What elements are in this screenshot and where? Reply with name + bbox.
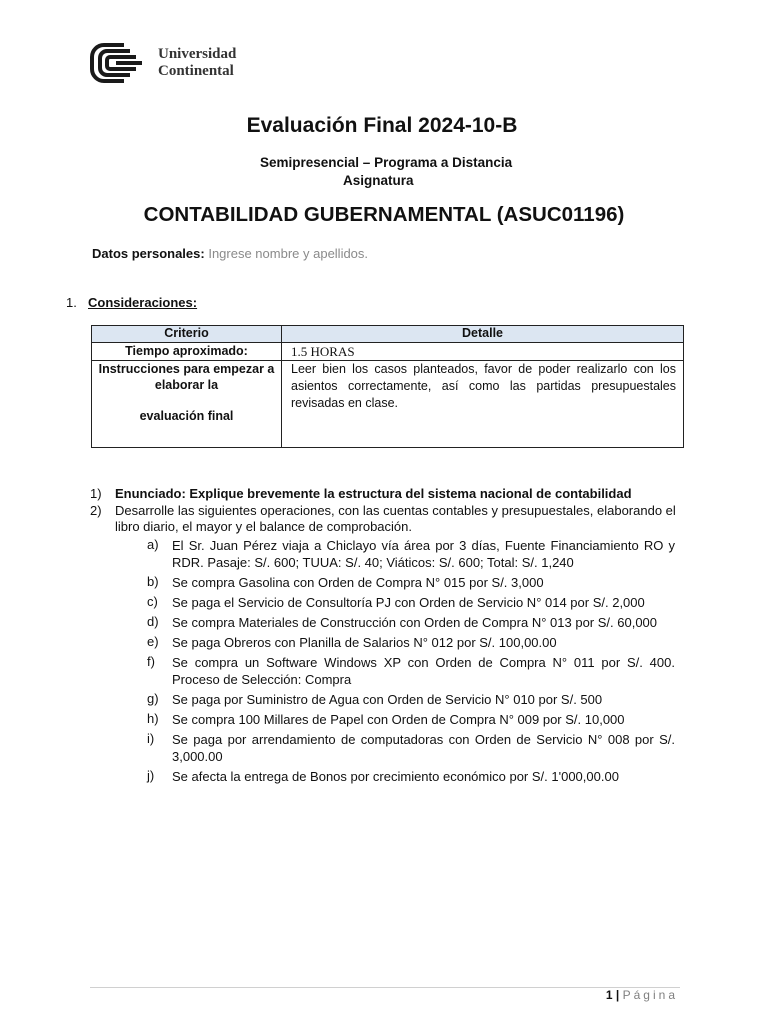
questions-list xyxy=(90,486,680,788)
list-item xyxy=(147,691,675,708)
op-letter: h) xyxy=(147,710,159,726)
item-text: Enunciado: Explique brevemente la estructura del sistema nacional de contabilidad xyxy=(115,486,632,501)
cell-detalle-time: 1.5 HORAS xyxy=(282,343,684,361)
document-title xyxy=(0,114,768,138)
table-header-row xyxy=(92,326,684,343)
cell-detalle-instructions: Leer bien los casos planteados, favor de poder realizarlo con los asientos correctamente, así como las partidas presupuestales revisadas en clase. xyxy=(282,361,684,448)
instructions-label-b: evaluación final xyxy=(139,409,234,423)
list-item xyxy=(147,768,675,785)
page-word: Página xyxy=(622,988,678,1002)
list-item xyxy=(147,711,675,728)
list-item xyxy=(147,574,675,591)
list-item xyxy=(147,654,675,688)
op-text: Se compra 100 Millares de Papel con Orden de Compra N° 009 por S/. 10,000 xyxy=(172,711,625,727)
university-logo xyxy=(90,40,260,86)
header-criterio: Criterio xyxy=(92,326,282,343)
item-number: 2) xyxy=(90,502,102,518)
op-letter: c) xyxy=(147,593,158,609)
cell-criterio-time: Tiempo aproximado: xyxy=(92,343,282,361)
list-item xyxy=(147,731,675,765)
logo-line-2: Continental xyxy=(158,63,234,79)
op-letter: b) xyxy=(147,573,159,589)
university-emblem-icon xyxy=(90,41,154,85)
op-letter: f) xyxy=(147,653,155,669)
list-item xyxy=(147,594,675,611)
list-item xyxy=(90,486,680,503)
table-row xyxy=(92,361,684,448)
item-number: 1) xyxy=(90,486,102,501)
subject-label: Asignatura xyxy=(343,173,414,188)
op-letter: e) xyxy=(147,633,159,649)
instructions-label-a: Instrucciones para empezar a elaborar la xyxy=(98,362,275,392)
op-letter: j) xyxy=(147,767,155,783)
list-item xyxy=(147,537,675,571)
op-text: Se paga Obreros con Planilla de Salarios N° 012 por S/. 100,00.00 xyxy=(172,634,557,650)
op-letter: g) xyxy=(147,690,159,706)
op-text: El Sr. Juan Pérez viaja a Chiclayo vía área por 3 días, Fuente Financiamiento RO y RDR. Pasaje: S/. 600; TUUA: S/. 40; Viáticos: S/. 600; Total: S/. 1,240 xyxy=(172,537,675,570)
op-text: Se compra Materiales de Construcción con Orden de Compra N° 013 por S/. 60,000 xyxy=(172,614,658,630)
criteria-table xyxy=(91,325,684,448)
header-detalle: Detalle xyxy=(282,326,684,343)
op-text: Se paga el Servicio de Consultoría PJ con Orden de Servicio N° 014 por S/. 2,000 xyxy=(172,594,645,610)
op-text: Se compra Gasolina con Orden de Compra N° 015 por S/. 3,000 xyxy=(172,574,544,590)
name-input-placeholder[interactable]: Ingrese nombre y apellidos. xyxy=(208,246,369,261)
op-text: Se afecta la entrega de Bonos por crecimiento económico por S/. 1'000,00.00 xyxy=(172,768,619,784)
personal-data-label: Datos personales: xyxy=(92,246,205,261)
op-text: Se paga por arrendamiento de computadoras con Orden de Servicio N° 008 por S/. 3,000.00 xyxy=(172,731,675,764)
section-number: 1. xyxy=(66,295,77,310)
footer-divider xyxy=(90,987,680,988)
page-number: 1 xyxy=(605,988,613,1002)
list-item xyxy=(90,503,680,536)
document-title-text: Evaluación Final 2024-10-B xyxy=(246,114,518,137)
section-heading-text: Consideraciones: xyxy=(88,295,198,310)
list-item xyxy=(147,634,675,651)
table-row xyxy=(92,343,684,361)
operations-list xyxy=(147,537,675,785)
page-footer xyxy=(606,988,678,1002)
personal-data-row xyxy=(92,246,368,261)
logo-line-1: Universidad xyxy=(158,46,237,62)
op-letter: a) xyxy=(147,536,159,552)
course-title: CONTABILIDAD GUBERNAMENTAL (ASUC01196) xyxy=(143,203,625,226)
op-text: Se compra un Software Windows XP con Orden de Compra N° 011 por S/. 400. Proceso de Selección: Compra xyxy=(172,654,675,687)
list-item xyxy=(147,614,675,631)
op-letter: i) xyxy=(147,730,155,746)
modality-subtitle: Semipresencial – Programa a Distancia xyxy=(260,155,513,170)
op-letter: d) xyxy=(147,613,159,629)
op-text: Se paga por Suministro de Agua con Orden de Servicio N° 010 por S/. 500 xyxy=(172,691,603,707)
cell-criterio-instructions xyxy=(92,361,282,448)
footer-separator: | xyxy=(615,988,620,1002)
item-text: Desarrolle las siguientes operaciones, con las cuentas contables y presupuestales, elaborando el libro diario, el mayor y el balance de comprobación. xyxy=(115,502,676,534)
section-heading xyxy=(66,295,197,310)
